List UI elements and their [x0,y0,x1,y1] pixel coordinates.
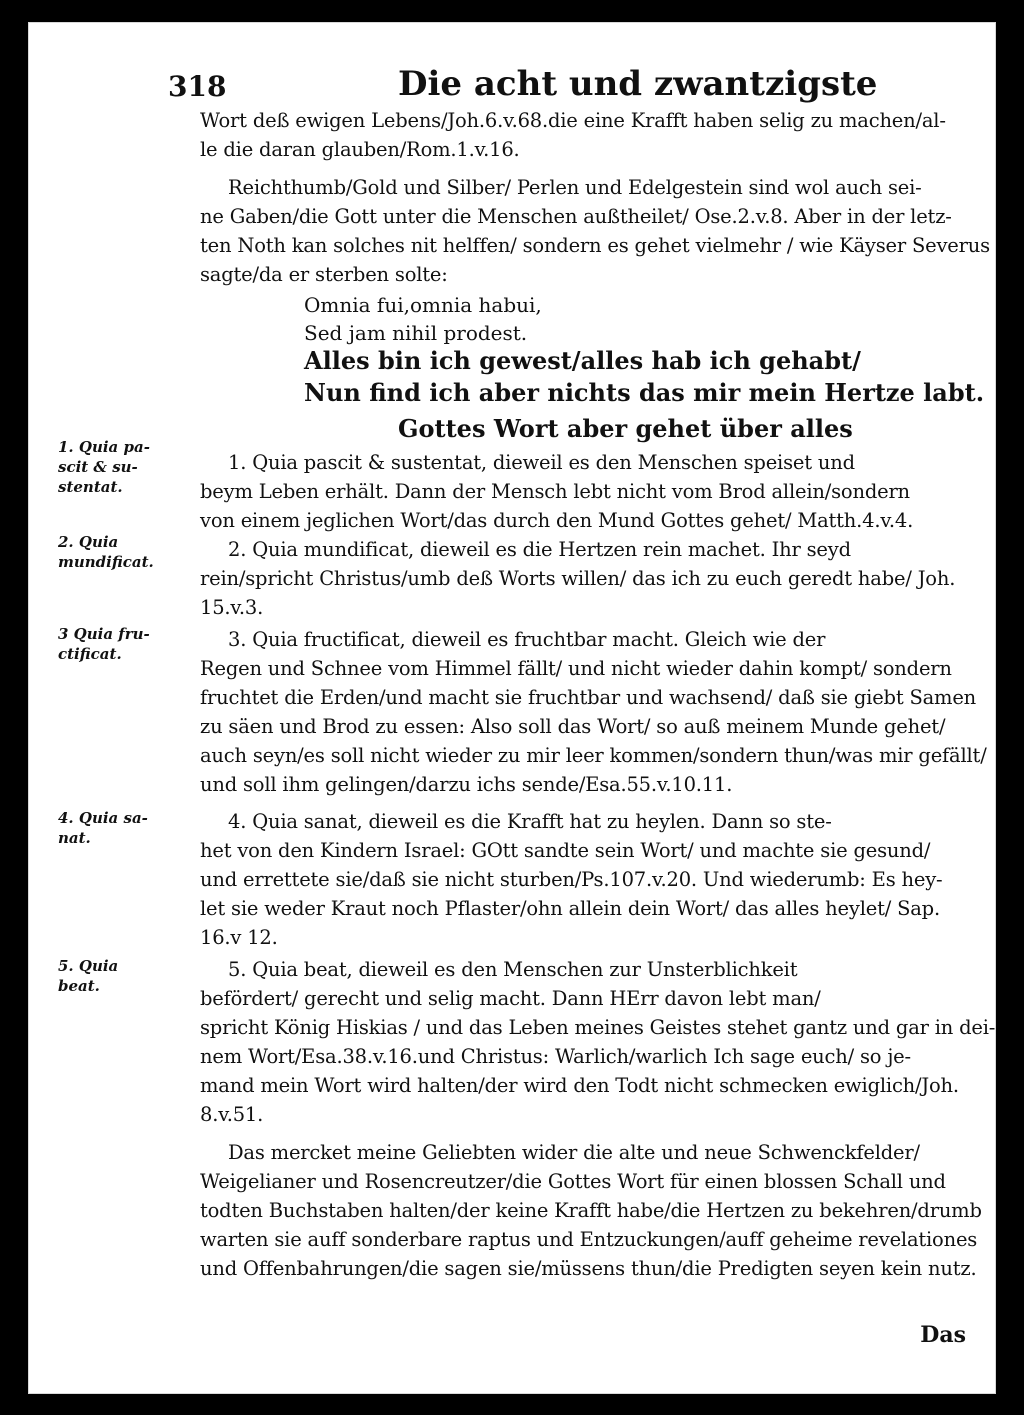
text-line: beym Leben erhält. Dann der Mensch lebt nicht vom Brod allein/sondern [200,480,910,503]
text-line: todten Buchstaben halten/der keine Krafft habe/die Hertzen zu bekehren/drumb [200,1199,982,1222]
verse-german-line: Nun find ich aber nichts das mir mein Hertze labt. [304,378,985,407]
verse-latin-line: Sed jam nihil prodest. [304,321,528,345]
text-line: 1. Quia pascit & sustentat, dieweil es den Menschen speiset und [228,451,855,474]
text-line: let sie weder Kraut noch Pflaster/ohn allein dein Wort/ das alles heylet/ Sap. [200,897,940,920]
text-line: 2. Quia mundificat, dieweil es die Hertzen rein machet. Ihr seyd [228,538,851,561]
text-line: le die daran glauben/Rom.1.v.16. [200,138,520,161]
book-page [28,22,996,1394]
text-line: von einem jeglichen Wort/das durch den Mund Gottes gehet/ Matth.4.v.4. [200,509,914,532]
text-line: und soll ihm gelingen/darzu ichs sende/Esa.55.v.10.11. [200,773,733,796]
text-line: befördert/ gerecht und selig macht. Dann HErr davon lebt man/ [200,987,821,1010]
text-line: Reichthumb/Gold und Silber/ Perlen und Edelgestein sind wol auch sei- [228,176,922,199]
running-title: Die acht und zwantzigste [398,64,878,104]
text-line: Regen und Schnee vom Himmel fällt/ und nicht wieder dahin kompt/ sondern [200,657,952,680]
text-line: 5. Quia beat, dieweil es den Menschen zur Unsterblichkeit [228,958,798,981]
page-number: 318 [168,70,227,103]
text-line: 3. Quia fructificat, dieweil es fruchtbar macht. Gleich wie der [228,628,826,651]
text-line: auch seyn/es soll nicht wieder zu mir leer kommen/sondern thun/was mir gefällt/ [200,744,987,767]
text-line: 15.v.3. [200,596,264,619]
text-line: und Offenbahrungen/die sagen sie/müssens thun/die Predigten seyen kein nutz. [200,1257,977,1280]
text-line: ne Gaben/die Gott unter die Menschen außtheilet/ Ose.2.v.8. Aber in der letz- [200,205,952,228]
text-line: Wort deß ewigen Lebens/Joh.6.v.68.die eine Krafft haben selig zu machen/al- [200,109,946,132]
text-line: sagte/da er sterben solte: [200,263,448,286]
text-line: Weigelianer und Rosencreutzer/die Gottes Wort für einen blossen Schall und [200,1170,946,1193]
text-line: Das mercket meine Geliebten wider die alte und neue Schwenckfelder/ [228,1141,920,1164]
text-line: und errettete sie/daß sie nicht sturben/Ps.107.v.20. Und wiederumb: Es hey- [200,868,943,891]
text-line: 8.v.51. [200,1103,264,1126]
text-line: zu säen und Brod zu essen: Also soll das Wort/ so auß meinem Munde gehet/ [200,715,946,738]
margin-note: 1. Quia pa- scit & su- stentat. [58,438,150,496]
text-line: rein/spricht Christus/umb deß Worts willen/ das ich zu euch geredt habe/ Joh. [200,567,956,590]
subheading: Gottes Wort aber gehet über alles [398,414,853,443]
margin-note: 3 Quia fru- ctificat. [58,625,150,663]
text-line: het von den Kindern Israel: GOtt sandte sein Wort/ und machte sie gesund/ [200,839,931,862]
text-line: 4. Quia sanat, dieweil es die Krafft hat zu heylen. Dann so ste- [228,810,832,833]
text-line: mand mein Wort wird halten/der wird den Todt nicht schmecken ewiglich/Joh. [200,1074,959,1097]
text-line: ten Noth kan solches nit helffen/ sondern es gehet vielmehr / wie Käyser Severus [200,234,990,257]
verse-german-line: Alles bin ich gewest/alles hab ich gehabt/ [304,346,861,375]
text-line: 16.v 12. [200,926,278,949]
margin-note: 5. Quia beat. [58,957,119,995]
text-line: spricht König Hiskias / und das Leben meines Geistes stehet gantz und gar in dei- [200,1016,996,1039]
text-line: nem Wort/Esa.38.v.16.und Christus: Warlich/warlich Ich sage euch/ so je- [200,1045,911,1068]
verse-latin-line: Omnia fui,omnia habui, [304,293,542,317]
text-line: fruchtet die Erden/und macht sie fruchtbar und wachsend/ daß sie giebt Samen [200,686,977,709]
page-header [168,62,956,112]
margin-note: 4. Quia sa- nat. [58,809,148,847]
text-line: warten sie auff sonderbare raptus und Entzuckungen/auff geheime revelationes [200,1228,978,1251]
catchword: Das [920,1322,966,1348]
margin-note: 2. Quia mundificat. [58,533,154,571]
